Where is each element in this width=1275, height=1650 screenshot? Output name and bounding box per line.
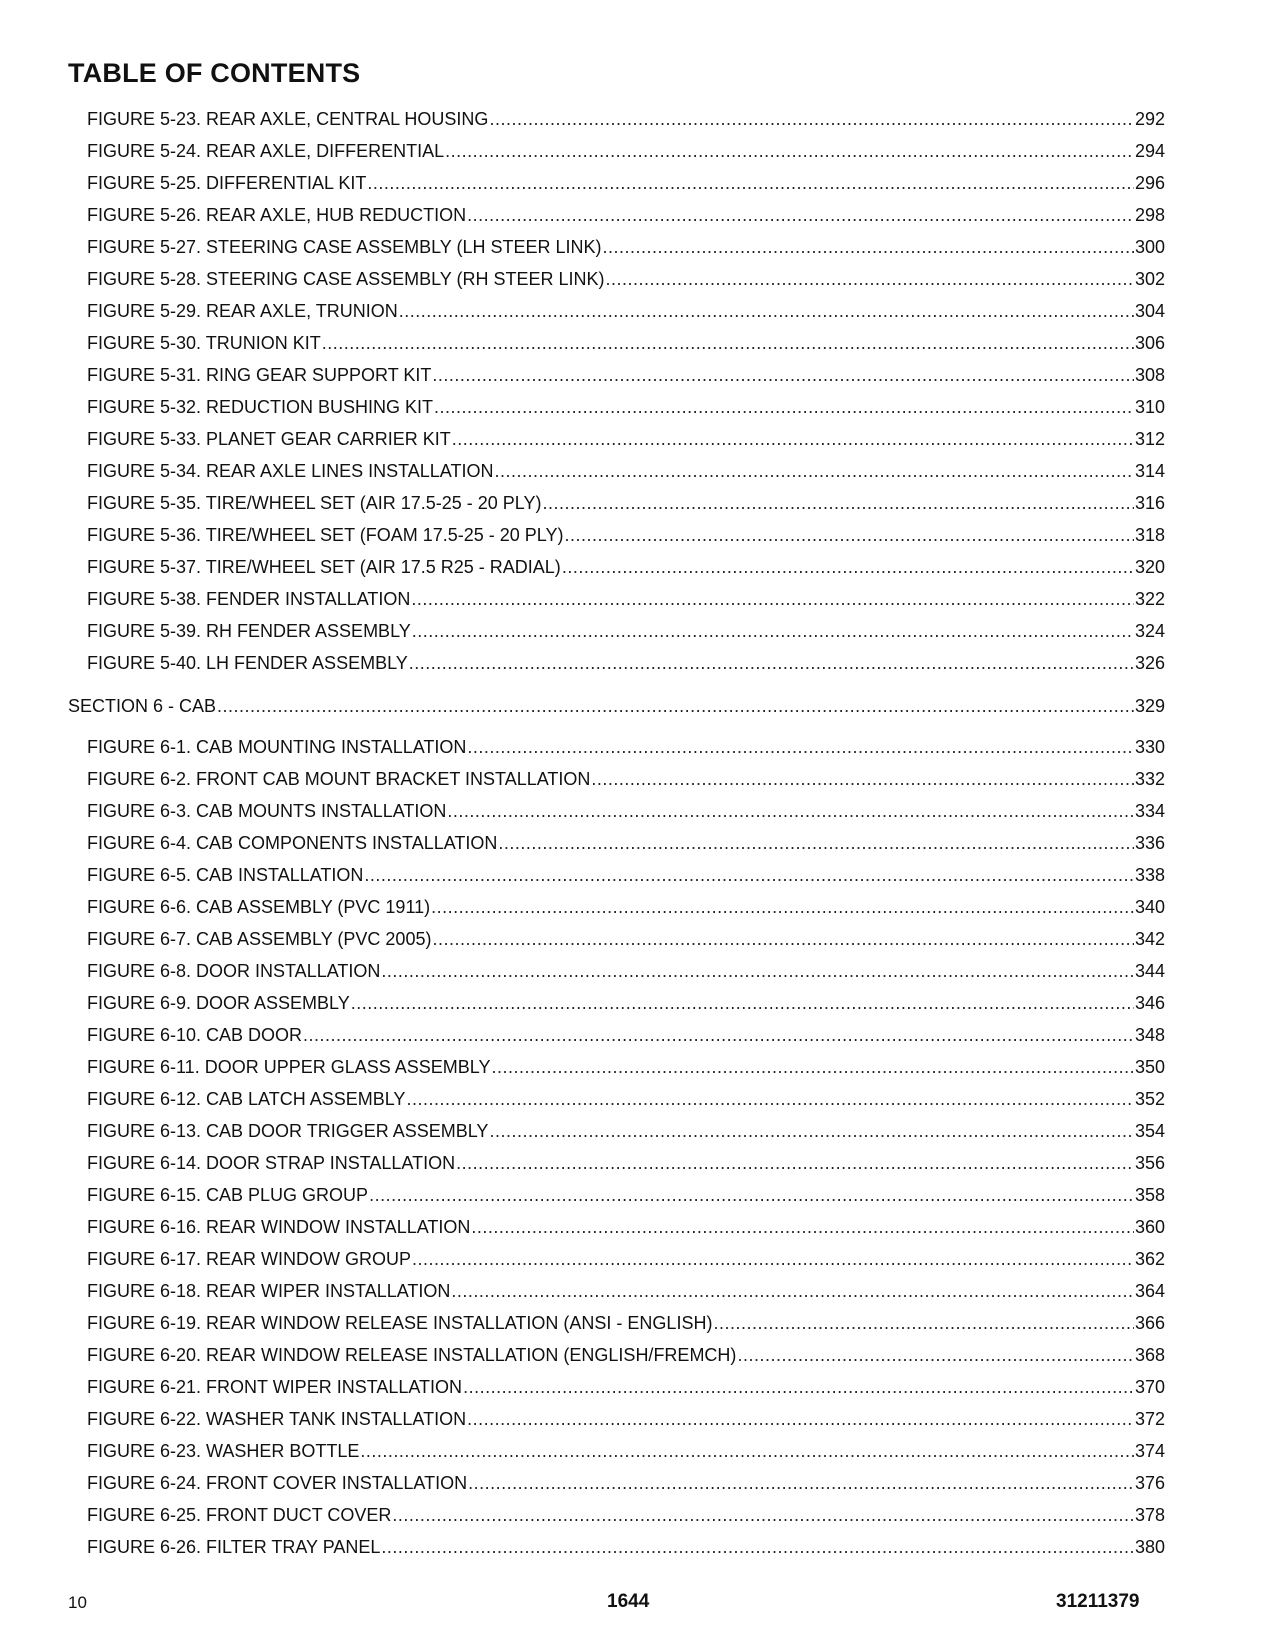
toc-figure-entry[interactable]	[68, 525, 1165, 557]
toc-entry-label: FIGURE 5-40. LH FENDER ASSEMBLY	[87, 653, 408, 673]
toc-entry-page: 370	[1134, 1377, 1165, 1397]
page-footer	[0, 1593, 1275, 1617]
toc-dot-leader	[217, 696, 1134, 717]
toc-entry-label: FIGURE 6-20. REAR WINDOW RELEASE INSTALLATION (ENGLISH/FREMCH)	[87, 1345, 737, 1365]
toc-entry-label: FIGURE 6-5. CAB INSTALLATION	[87, 865, 364, 885]
toc-dot-leader	[467, 737, 1134, 758]
toc-figure-entry[interactable]	[68, 1441, 1165, 1473]
toc-dot-leader	[392, 1505, 1134, 1526]
toc-entry-label: FIGURE 5-35. TIRE/WHEEL SET (AIR 17.5-25 - 20 PLY)	[87, 493, 542, 513]
toc-figure-entry[interactable]	[68, 769, 1165, 801]
footer-page-number: 10	[68, 1593, 87, 1612]
toc-entry-page: 320	[1134, 557, 1165, 577]
footer-center-number: 1644	[607, 1591, 650, 1612]
toc-dot-leader	[364, 865, 1134, 886]
toc-entry-label: FIGURE 5-27. STEERING CASE ASSEMBLY (LH STEER LINK)	[87, 237, 602, 257]
toc-entry-page: 350	[1134, 1057, 1165, 1077]
toc-entry-label: SECTION 6 - CAB	[68, 696, 217, 716]
toc-figure-entry[interactable]	[68, 737, 1165, 769]
toc-figure-entry[interactable]	[68, 1313, 1165, 1345]
toc-entry-label: FIGURE 5-26. REAR AXLE, HUB REDUCTION	[87, 205, 467, 225]
toc-entry-label: FIGURE 6-22. WASHER TANK INSTALLATION	[87, 1409, 467, 1429]
toc-entry-label: FIGURE 5-33. PLANET GEAR CARRIER KIT	[87, 429, 451, 449]
toc-dot-leader	[467, 205, 1134, 226]
toc-entry-page: 342	[1134, 929, 1165, 949]
toc-entry-page: 374	[1134, 1441, 1165, 1461]
toc-figure-entry[interactable]	[68, 1505, 1165, 1537]
toc-dot-leader	[489, 1121, 1134, 1142]
toc-entry-label: FIGURE 5-29. REAR AXLE, TRUNION	[87, 301, 398, 321]
toc-entry-page: 334	[1134, 801, 1165, 821]
toc-dot-leader	[445, 141, 1134, 162]
toc-figure-entry[interactable]	[68, 961, 1165, 993]
toc-entry-page: 336	[1134, 833, 1165, 853]
toc-entry-page: 329	[1134, 696, 1165, 716]
toc-entry-label: FIGURE 5-36. TIRE/WHEEL SET (FOAM 17.5-25 - 20 PLY)	[87, 525, 564, 545]
toc-dot-leader	[452, 429, 1134, 450]
toc-figure-entry[interactable]	[68, 1153, 1165, 1185]
toc-dot-leader	[434, 397, 1134, 418]
toc-entry-page: 324	[1134, 621, 1165, 641]
toc-figure-entry[interactable]	[68, 269, 1165, 301]
toc-entry-label: FIGURE 5-24. REAR AXLE, DIFFERENTIAL	[87, 141, 445, 161]
toc-entry-page: 356	[1134, 1153, 1165, 1173]
toc-entry-label: FIGURE 6-7. CAB ASSEMBLY (PVC 2005)	[87, 929, 432, 949]
page-title: TABLE OF CONTENTS	[68, 58, 361, 88]
toc-figure-entry[interactable]	[68, 429, 1165, 461]
toc-entry-label: FIGURE 6-12. CAB LATCH ASSEMBLY	[87, 1089, 406, 1109]
toc-dot-leader	[360, 1441, 1134, 1462]
toc-entry-page: 308	[1134, 365, 1165, 385]
toc-dot-leader	[432, 365, 1134, 386]
toc-dot-leader	[369, 1185, 1134, 1206]
toc-figure-entry[interactable]	[68, 589, 1165, 621]
toc-figure-entry[interactable]	[68, 365, 1165, 397]
toc-figure-entry[interactable]	[68, 1057, 1165, 1089]
toc-dot-leader	[432, 929, 1133, 950]
toc-dot-leader	[602, 237, 1133, 258]
toc-entry-page: 316	[1134, 493, 1165, 513]
toc-entry-page: 366	[1134, 1313, 1165, 1333]
toc-entry-label: FIGURE 6-24. FRONT COVER INSTALLATION	[87, 1473, 468, 1493]
toc-dot-leader	[491, 1057, 1134, 1078]
toc-entry-page: 294	[1134, 141, 1165, 161]
toc-dot-leader	[399, 301, 1134, 322]
toc-dot-leader	[381, 1537, 1134, 1558]
toc-entry-page: 378	[1134, 1505, 1165, 1525]
toc-entry-page: 360	[1134, 1217, 1165, 1237]
toc-entry-label: FIGURE 5-23. REAR AXLE, CENTRAL HOUSING	[87, 109, 489, 129]
toc-entry-label: FIGURE 6-2. FRONT CAB MOUNT BRACKET INSTALLATION	[87, 769, 591, 789]
toc-entry-page: 306	[1134, 333, 1165, 353]
toc-entry-label: FIGURE 6-17. REAR WINDOW GROUP	[87, 1249, 412, 1269]
toc-entry-label: FIGURE 5-34. REAR AXLE LINES INSTALLATION	[87, 461, 494, 481]
toc-section-entry[interactable]	[68, 696, 1165, 727]
toc-entry-page: 338	[1134, 865, 1165, 885]
toc-dot-leader	[489, 109, 1134, 130]
toc-entry-label: FIGURE 6-16. REAR WINDOW INSTALLATION	[87, 1217, 471, 1237]
toc-entry-page: 292	[1134, 109, 1165, 129]
toc-entry-page: 376	[1134, 1473, 1165, 1493]
toc-entry-page: 364	[1134, 1281, 1165, 1301]
toc-figure-entry[interactable]	[68, 929, 1165, 961]
toc-dot-leader	[406, 1089, 1134, 1110]
toc-figure-entry[interactable]	[68, 833, 1165, 865]
toc-dot-leader	[498, 833, 1134, 854]
toc-entry-label: FIGURE 5-39. RH FENDER ASSEMBLY	[87, 621, 411, 641]
toc-figure-entry[interactable]	[68, 1121, 1165, 1153]
toc-entry-label: FIGURE 6-10. CAB DOOR	[87, 1025, 303, 1045]
toc-entry-page: 358	[1134, 1185, 1165, 1205]
toc-entry-page: 310	[1134, 397, 1165, 417]
toc-entry-label: FIGURE 6-21. FRONT WIPER INSTALLATION	[87, 1377, 463, 1397]
toc-figure-entry[interactable]	[68, 1345, 1165, 1377]
toc-entry-label: FIGURE 6-3. CAB MOUNTS INSTALLATION	[87, 801, 447, 821]
toc-entry-page: 312	[1134, 429, 1165, 449]
toc-entry-page: 314	[1134, 461, 1165, 481]
toc-entry-page: 298	[1134, 205, 1165, 225]
toc-dot-leader	[431, 897, 1134, 918]
toc-entry-label: FIGURE 6-13. CAB DOOR TRIGGER ASSEMBLY	[87, 1121, 489, 1141]
toc-entry-label: FIGURE 6-4. CAB COMPONENTS INSTALLATION	[87, 833, 498, 853]
toc-figure-entry[interactable]	[68, 173, 1165, 205]
toc-dot-leader	[467, 1409, 1134, 1430]
toc-entry-page: 330	[1134, 737, 1165, 757]
toc-figure-entry[interactable]	[68, 801, 1165, 833]
toc-dot-leader	[451, 1281, 1134, 1302]
toc-entry-label: FIGURE 5-38. FENDER INSTALLATION	[87, 589, 411, 609]
toc-figure-entry[interactable]	[68, 301, 1165, 333]
toc-dot-leader	[351, 993, 1134, 1014]
toc-figure-entry[interactable]	[68, 109, 1165, 141]
toc-entry-label: FIGURE 6-26. FILTER TRAY PANEL	[87, 1537, 381, 1557]
toc-entry-label: FIGURE 6-1. CAB MOUNTING INSTALLATION	[87, 737, 467, 757]
toc-entry-page: 352	[1134, 1089, 1165, 1109]
toc-figure-entry[interactable]	[68, 865, 1165, 897]
toc-figure-entry[interactable]	[68, 205, 1165, 237]
toc-figure-entry[interactable]	[68, 333, 1165, 365]
toc-dot-leader	[737, 1345, 1134, 1366]
toc-entry-label: FIGURE 6-8. DOOR INSTALLATION	[87, 961, 381, 981]
toc-entry-page: 368	[1134, 1345, 1165, 1365]
toc-dot-leader	[562, 557, 1134, 578]
toc-entry-page: 304	[1134, 301, 1165, 321]
toc-figure-entry[interactable]	[68, 1185, 1165, 1217]
toc-figure-entry[interactable]	[68, 621, 1165, 653]
toc-figure-entry[interactable]	[68, 1377, 1165, 1409]
toc-dot-leader	[591, 769, 1134, 790]
toc-entry-page: 318	[1134, 525, 1165, 545]
toc-figure-entry[interactable]	[68, 141, 1165, 173]
toc-figure-entry[interactable]	[68, 461, 1165, 493]
toc-figure-entry[interactable]	[68, 1281, 1165, 1313]
toc-dot-leader	[447, 801, 1134, 822]
toc-entry-page: 326	[1134, 653, 1165, 673]
toc-entry-label: FIGURE 6-9. DOOR ASSEMBLY	[87, 993, 350, 1013]
toc-figure-entry[interactable]	[68, 993, 1165, 1025]
toc-dot-leader	[409, 653, 1134, 674]
toc-figure-entry[interactable]	[68, 493, 1165, 525]
toc-dot-leader	[605, 269, 1133, 290]
toc-entry-page: 346	[1134, 993, 1165, 1013]
toc-figure-entry[interactable]	[68, 397, 1165, 429]
toc-dot-leader	[564, 525, 1133, 546]
toc-entry-label: FIGURE 6-15. CAB PLUG GROUP	[87, 1185, 369, 1205]
toc-dot-leader	[463, 1377, 1134, 1398]
toc-figure-entry[interactable]	[68, 1217, 1165, 1249]
toc-figure-entry[interactable]	[68, 1249, 1165, 1281]
toc-entry-page: 340	[1134, 897, 1165, 917]
toc-figure-entry[interactable]	[68, 897, 1165, 929]
toc-dot-leader	[381, 961, 1134, 982]
toc-dot-leader	[542, 493, 1133, 514]
footer-document-number: 31211379	[1056, 1591, 1140, 1612]
toc-entry-page: 372	[1134, 1409, 1165, 1429]
toc-entry-page: 302	[1134, 269, 1165, 289]
toc-dot-leader	[494, 461, 1133, 482]
toc-dot-leader	[322, 333, 1134, 354]
toc-dot-leader	[367, 173, 1134, 194]
toc-figure-entry[interactable]	[68, 237, 1165, 269]
toc-figure-entry[interactable]	[68, 1537, 1165, 1569]
toc-entry-label: FIGURE 5-37. TIRE/WHEEL SET (AIR 17.5 R25 - RADIAL)	[87, 557, 561, 577]
toc-dot-leader	[303, 1025, 1134, 1046]
toc-dot-leader	[471, 1217, 1134, 1238]
toc-figure-entry[interactable]	[68, 1025, 1165, 1057]
toc-entry-label: FIGURE 6-19. REAR WINDOW RELEASE INSTALLATION (ANSI - ENGLISH)	[87, 1313, 713, 1333]
toc-entry-page: 348	[1134, 1025, 1165, 1045]
toc-entry-label: FIGURE 5-31. RING GEAR SUPPORT KIT	[87, 365, 432, 385]
toc-entry-page: 362	[1134, 1249, 1165, 1269]
toc-dot-leader	[411, 589, 1134, 610]
toc-figure-entry[interactable]	[68, 1089, 1165, 1121]
toc-figure-entry[interactable]	[68, 653, 1165, 685]
toc-entry-page: 332	[1134, 769, 1165, 789]
toc-entry-page: 354	[1134, 1121, 1165, 1141]
toc-list	[68, 109, 1165, 1569]
toc-entry-label: FIGURE 6-11. DOOR UPPER GLASS ASSEMBLY	[87, 1057, 491, 1077]
toc-dot-leader	[412, 1249, 1134, 1270]
toc-entry-label: FIGURE 6-25. FRONT DUCT COVER	[87, 1505, 392, 1525]
toc-entry-page: 296	[1134, 173, 1165, 193]
toc-entry-label: FIGURE 6-23. WASHER BOTTLE	[87, 1441, 360, 1461]
toc-entry-label: FIGURE 5-32. REDUCTION BUSHING KIT	[87, 397, 434, 417]
toc-entry-label: FIGURE 6-18. REAR WIPER INSTALLATION	[87, 1281, 451, 1301]
toc-entry-label: FIGURE 6-14. DOOR STRAP INSTALLATION	[87, 1153, 456, 1173]
toc-entry-page: 322	[1134, 589, 1165, 609]
toc-entry-label: FIGURE 5-28. STEERING CASE ASSEMBLY (RH STEER LINK)	[87, 269, 605, 289]
toc-dot-leader	[456, 1153, 1134, 1174]
toc-entry-label: FIGURE 5-30. TRUNION KIT	[87, 333, 321, 353]
toc-entry-label: FIGURE 5-25. DIFFERENTIAL KIT	[87, 173, 367, 193]
toc-dot-leader	[468, 1473, 1134, 1494]
toc-dot-leader	[412, 621, 1134, 642]
toc-figure-entry[interactable]	[68, 1473, 1165, 1505]
toc-entry-page: 300	[1134, 237, 1165, 257]
toc-entry-page: 380	[1134, 1537, 1165, 1557]
toc-entry-label: FIGURE 6-6. CAB ASSEMBLY (PVC 1911)	[87, 897, 431, 917]
toc-figure-entry[interactable]	[68, 557, 1165, 589]
toc-figure-entry[interactable]	[68, 1409, 1165, 1441]
toc-entry-page: 344	[1134, 961, 1165, 981]
toc-dot-leader	[713, 1313, 1134, 1334]
